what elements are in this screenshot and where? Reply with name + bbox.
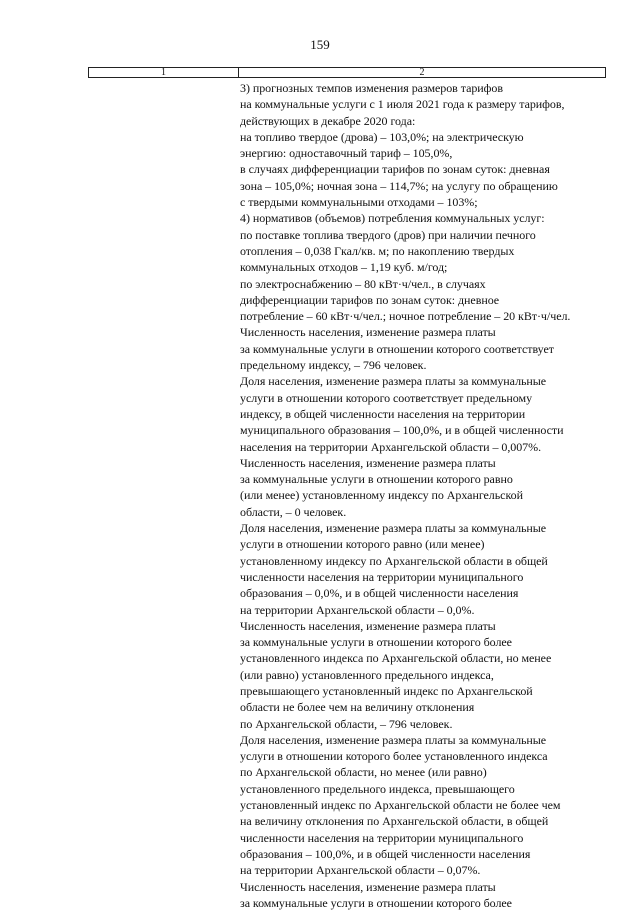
text-line: образования – 0,0%, и в общей численности населения — [240, 586, 519, 601]
text-line: численности населения на территории муниципального — [240, 830, 524, 845]
text-line: (или равно) установленного предельного индекса, — [240, 667, 494, 682]
text-line: образования – 100,0%, и в общей численности населения — [240, 846, 531, 861]
text-line: на территории Архангельской области – 0,0%. — [240, 602, 475, 617]
text-line: населения на территории Архангельской области – 0,007%. — [240, 439, 542, 454]
table-header-row — [88, 67, 606, 78]
text-line: области, – 0 человек. — [240, 504, 347, 519]
text-line: по поставке топлива твердого (дров) при наличии печного — [240, 227, 536, 242]
text-line: потребление – 60 кВт·ч/чел.; ночное потребление – 20 кВт·ч/чел. — [240, 309, 571, 324]
text-line: установленного индекса по Архангельской области, но менее — [240, 651, 552, 666]
text-line: установленного предельного индекса, превышающего — [240, 781, 515, 796]
text-line: с твердыми коммунальными отходами – 103%; — [240, 195, 478, 210]
table-header-column-1: 1 — [89, 68, 239, 77]
text-line: Численность населения, изменение размера платы — [240, 455, 496, 470]
text-line: за коммунальные услуги в отношении которого более — [240, 895, 512, 910]
text-line: услуги в отношении которого более установленного индекса — [240, 749, 548, 764]
text-line: численности населения на территории муниципального — [240, 569, 524, 584]
text-line: Доля населения, изменение размера платы за коммунальные — [240, 732, 547, 747]
text-line: индексу, в общей численности населения на территории — [240, 406, 526, 421]
text-line: (или менее) установленному индексу по Архангельской — [240, 488, 523, 503]
text-line: Численность населения, изменение размера платы — [240, 325, 496, 340]
text-line: предельному индексу, – 796 человек. — [240, 358, 427, 373]
text-line: коммунальных отходов – 1,19 куб. м/год; — [240, 260, 448, 275]
text-line: по Архангельской области, – 796 человек. — [240, 716, 453, 731]
text-line: Численность населения, изменение размера платы — [240, 618, 496, 633]
text-line: установленному индексу по Архангельской области в общей — [240, 553, 548, 568]
text-line: превышающего установленный индекс по Архангельской — [240, 683, 533, 698]
text-line: на величину отклонения по Архангельской области, в общей — [240, 814, 549, 829]
text-line: действующих в декабре 2020 года: — [240, 113, 416, 128]
text-line: области не более чем на величину отклонения — [240, 700, 475, 715]
text-line: на топливо твердое (дрова) – 103,0%; на электрическую — [240, 129, 524, 144]
page-number: 159 — [310, 37, 330, 52]
text-line: 4) нормативов (объемов) потребления коммунальных услуг: — [240, 211, 545, 226]
text-line: услуги в отношении которого соответствует предельному — [240, 390, 533, 405]
table-header-column-2: 2 — [419, 67, 425, 78]
text-line: за коммунальные услуги в отношении которого более — [240, 635, 512, 650]
text-line: дифференциации тарифов по зонам суток: дневное — [240, 292, 500, 307]
text-line: Доля населения, изменение размера платы за коммунальные — [240, 521, 547, 536]
text-line: в случаях дифференциации тарифов по зонам суток: дневная — [240, 162, 550, 177]
text-line: зона – 105,0%; ночная зона – 114,7%; на услугу по обращению — [240, 178, 558, 193]
text-line: 3) прогнозных темпов изменения размеров тарифов — [240, 81, 503, 95]
text-line: по Архангельской области, но менее (или равно) — [240, 765, 487, 780]
text-line: Доля населения, изменение размера платы за коммунальные — [240, 374, 547, 389]
text-line: по электроснабжению – 80 кВт·ч/чел., в случаях — [240, 276, 486, 291]
document-body-column — [240, 80, 610, 911]
text-line: отопления – 0,038 Гкал/кв. м; по накоплению твердых — [240, 243, 515, 258]
text-line: за коммунальные услуги в отношении которого равно — [240, 472, 513, 487]
text-line: установленный индекс по Архангельской области не более чем — [240, 798, 561, 813]
text-line: услуги в отношении которого равно (или менее) — [240, 537, 485, 552]
text-line: энергию: одноставочный тариф – 105,0%, — [240, 146, 453, 161]
text-line: Численность населения, изменение размера платы — [240, 879, 496, 894]
text-line: на коммунальные услуги с 1 июля 2021 года к размеру тарифов, — [240, 97, 565, 112]
text-line: за коммунальные услуги в отношении которого соответствует — [240, 341, 554, 356]
text-line: на территории Архангельской области – 0,07%. — [240, 863, 481, 878]
text-line: муниципального образования – 100,0%, и в общей численности — [240, 423, 564, 438]
